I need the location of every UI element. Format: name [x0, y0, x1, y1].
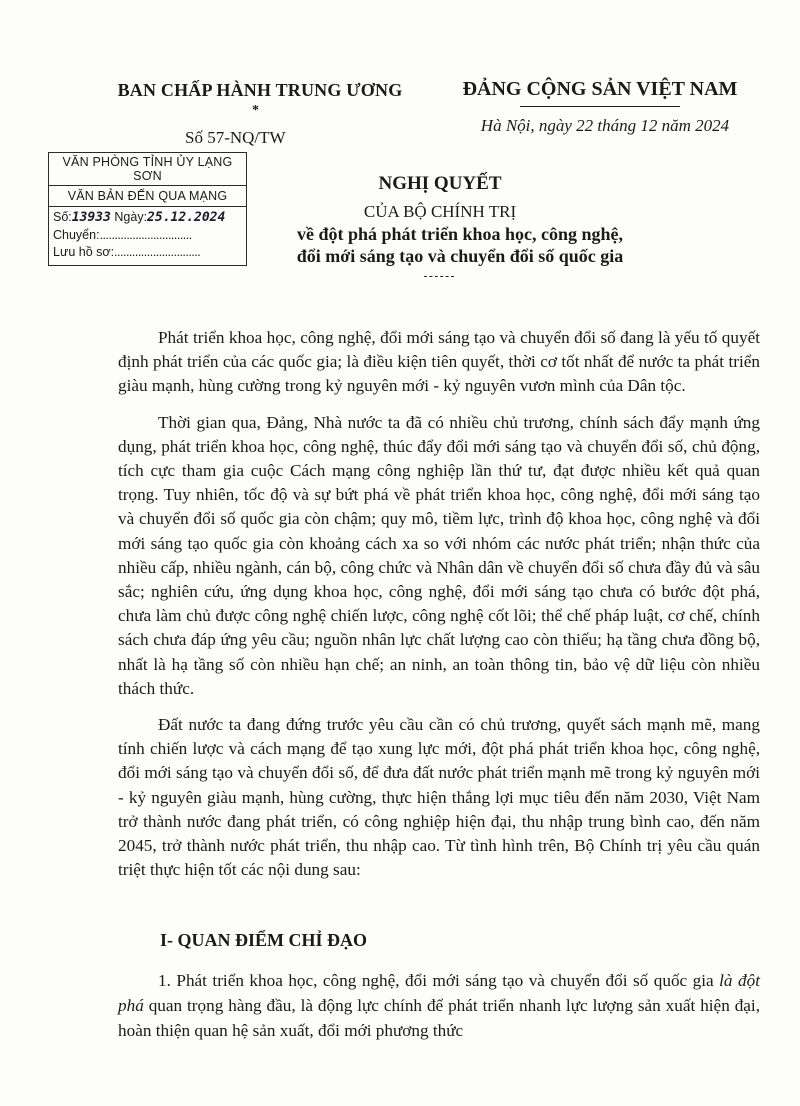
- stamp-forward-dots: ...............................: [99, 228, 192, 242]
- party-name-underline: [520, 106, 680, 107]
- paragraph-2: Thời gian qua, Đảng, Nhà nước ta đã có nhiều chủ trương, chính sách đẩy mạnh ứng dụng, phát triển khoa học, công nghệ, thúc đẩy đổi mới sáng tạo và chuyển đổi số, chủ động, tích cực tham gia cuộc Cách mạng công nghiệp lần thứ tư, đạt được nhiều kết quả quan trọng. Tuy nhiên, tốc độ và sự bứt phá về phát triển khoa học, công nghệ, đổi mới sáng tạo và chuyển đổi số quốc gia còn chậm; quy mô, tiềm lực, trình độ khoa học, công nghệ và đổi mới sáng tạo quốc gia còn khoảng cách xa so với nhóm các nước phát triển; nhận thức của nhiều cấp, nhiều ngành, cán bộ, công chức và Nhân dân về chuyển đổi số chưa đầy đủ và sâu sắc; nghiên cứu, ứng dụng khoa học, công nghệ, đổi mới sáng tạo chưa có bước đột phá, chưa làm chủ được công nghệ chiến lược, công nghệ cốt lõi; thể chế pháp luật, cơ chế, chính sách chưa đáp ứng yêu cầu; nguồn nhân lực chất lượng cao còn thiếu; hạ tầng chưa đồng bộ, nhất là hạ tầng số còn nhiều hạn chế; an ninh, an toàn thông tin, bảo vệ dữ liệu còn nhiều thách thức.: [118, 412, 760, 698]
- section-heading: I- QUAN ĐIỂM CHỈ ĐẠO: [160, 930, 367, 950]
- stamp-date-label: Ngày:: [114, 210, 148, 224]
- document-body: [118, 326, 760, 894]
- paragraph-1: Phát triển khoa học, công nghệ, đổi mới sáng tạo và chuyển đổi số đang là yếu tố quyết định phát triển của các quốc gia; là điều kiện tiên quyết, thời cơ tốt nhất để nước ta phát triển giàu mạnh, hùng cường trong kỷ nguyên mới - kỷ nguyên vươn mình của Dân tộc.: [118, 328, 760, 396]
- document-topic-line-1: về đột phá phát triển khoa học, công nghệ,: [296, 224, 624, 244]
- stamp-number-date-row: [49, 207, 246, 225]
- item-1-text-start: 1. Phát triển khoa học, công nghệ, đổi mới sáng tạo và chuyển đổi số quốc gia: [158, 971, 720, 990]
- received-document-stamp: [48, 152, 247, 266]
- stamp-forward-label: Chuyển:: [53, 228, 100, 242]
- document-number: Số 57-NQ/TW: [185, 128, 286, 147]
- document-subtitle: CỦA BỘ CHÍNH TRỊ: [363, 202, 517, 221]
- document-topic-line-2: đổi mới sáng tạo và chuyển đổi số quốc gia: [296, 246, 624, 266]
- header-star: *: [252, 103, 259, 118]
- item-1-text-end: quan trọng hàng đầu, là động lực chính để phát triển nhanh lực lượng sản xuất hiện đại, hoàn thiện quan hệ sản xuất, đổi mới phương thức: [118, 996, 760, 1040]
- stamp-archive-label: Lưu hồ sơ:: [53, 245, 115, 259]
- stamp-number-label: Số:: [53, 210, 72, 224]
- party-name: ĐẢNG CỘNG SẢN VIỆT NAM: [462, 78, 738, 100]
- stamp-archive-dots: .............................: [114, 245, 201, 259]
- issuing-body: BAN CHẤP HÀNH TRUNG ƯƠNG: [117, 80, 403, 100]
- paragraph-3: Đất nước ta đang đứng trước yêu cầu cần có chủ trương, quyết sách mạnh mẽ, mang tính chiến lược và cách mạng để tạo xung lực mới, đột phá phát triển khoa học, công nghệ, đổi mới sáng tạo và chuyển đổi số, để đưa đất nước phát triển mạnh mẽ trong kỷ nguyên mới - kỷ nguyên giàu mạnh, hùng cường, thực hiện thắng lợi mục tiêu đến năm 2030, Việt Nam trở thành nước đang phát triển, có công nghiệp hiện đại, thu nhập trung bình cao, đến năm 2045, trở thành nước phát triển, thu nhập cao. Từ tình hình trên, Bộ Chính trị yêu cầu quán triệt thực hiện tốt các nội dung sau:: [118, 715, 760, 880]
- section-body: [118, 968, 760, 1043]
- document-title: NGHỊ QUYẾT: [378, 173, 502, 194]
- stamp-date-value: 25.12.2024: [147, 210, 226, 225]
- item-1-emphasis: là đột phá: [118, 971, 760, 1015]
- stamp-type: VĂN BẢN ĐẾN QUA MẠNG: [49, 186, 246, 207]
- title-separator: [424, 276, 454, 277]
- stamp-office: VĂN PHÒNG TỈNH ỦY LẠNG SƠN: [49, 153, 246, 186]
- section-item-1: [118, 968, 760, 1043]
- stamp-number-value: 13933: [71, 210, 111, 225]
- stamp-forward-row: [49, 225, 246, 242]
- stamp-archive-row: [49, 242, 246, 259]
- place-and-date: Hà Nội, ngày 22 tháng 12 năm 2024: [480, 116, 730, 135]
